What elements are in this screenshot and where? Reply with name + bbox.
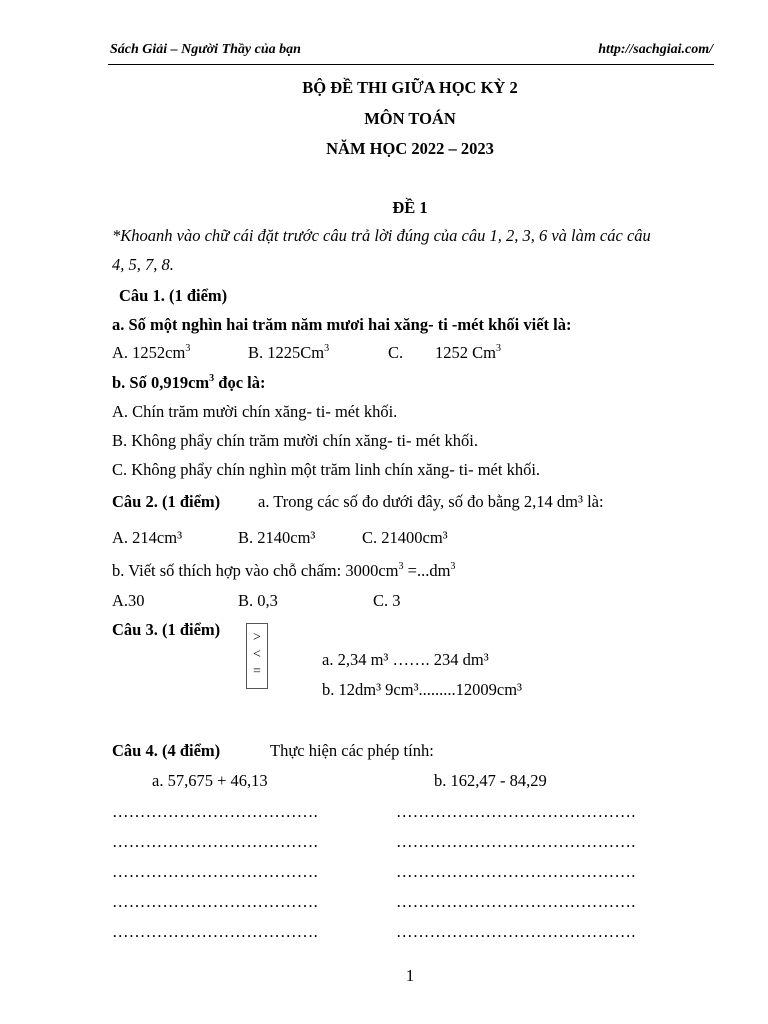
answer-dots-right[interactable]: ……………………………………. <box>396 862 636 881</box>
answer-dots-right[interactable]: ……………………………………. <box>396 922 636 941</box>
answer-dots-left[interactable]: ………………………………. <box>112 922 319 941</box>
answer-dots-right[interactable]: ……………………………………. <box>396 892 636 911</box>
answer-dots-right[interactable]: ……………………………………. <box>396 802 636 821</box>
instruction-line-2: 4, 5, 7, 8. <box>112 255 174 274</box>
q3a-comparison: a. 2,34 m³ ……. 234 dm³ <box>322 650 489 669</box>
q1b-option-b: B. Không phẩy chín trăm mười chín xăng- ti- mét khối. <box>112 431 478 450</box>
q2-heading: Câu 2. (1 điểm) <box>112 492 221 511</box>
page-number: 1 <box>405 966 415 985</box>
q2b-option-a: A.30 <box>112 591 145 610</box>
answer-dots-left[interactable]: ………………………………. <box>112 892 319 911</box>
q4-prompt: Thực hiện các phép tính: <box>270 741 434 760</box>
header-url: http://sachgiai.com/ <box>598 42 713 57</box>
q2a-option-b: B. 2140cm³ <box>238 528 316 547</box>
subject-title: MÔN TOÁN <box>364 109 456 128</box>
q1b-option-c: C. Không phẩy chín nghìn một trăm linh chín xăng- ti- mét khối. <box>112 460 541 479</box>
answer-dots-left[interactable]: ………………………………. <box>112 802 319 821</box>
comparison-signs-box <box>246 623 268 689</box>
exam-number: ĐỀ 1 <box>392 198 428 217</box>
q1a-prompt: a. Số một nghìn hai trăm năm mươi hai xăng- ti -mét khối viết là: <box>112 315 572 334</box>
q2a-option-a: A. 214cm³ <box>112 528 183 547</box>
q2a-option-c: C. 21400cm³ <box>362 528 448 547</box>
q3-heading: Câu 3. (1 điểm) <box>112 620 221 639</box>
q1-heading: Câu 1. (1 điểm) <box>119 286 228 305</box>
q4b-expression: b. 162,47 - 84,29 <box>434 771 547 790</box>
q1a-option-a: A. $1252cm^3$ <box>112 342 191 362</box>
q3b-comparison: b. 12dm³ 9cm³.........12009cm³ <box>322 680 522 699</box>
q1b-prompt: b. Số $0,919cm^3$ đọc là: <box>112 372 266 392</box>
greater-than-sign: > <box>253 630 261 645</box>
q2b-prompt: b. Viết số thích hợp vào chỗ chấm: $3000cm^3 =...dm^3$ <box>112 560 456 580</box>
answer-dots-left[interactable]: ………………………………. <box>112 862 319 881</box>
q2b-option-c: C. 3 <box>373 591 401 610</box>
q2b-option-b: B. 0,3 <box>238 591 278 610</box>
instruction-line-1: *Khoanh vào chữ cái đặt trước câu trả lời đúng của câu 1, 2, 3, 6 và làm các câu <box>112 226 651 245</box>
equal-sign: = <box>253 664 261 679</box>
exam-title: BỘ ĐỀ THI GIỮA HỌC KỲ 2 <box>302 78 518 97</box>
header-divider <box>108 64 714 65</box>
answer-dots-left[interactable]: ………………………………. <box>112 832 319 851</box>
header-left-text: Sách Giải – Người Thầy của bạn <box>110 42 301 57</box>
q1a-option-b: B. 1225Cm$^3$ <box>248 342 330 362</box>
q1b-option-a: A. Chín trăm mười chín xăng- ti- mét khối. <box>112 402 398 421</box>
q4a-expression: a. 57,675 + 46,13 <box>152 771 268 790</box>
q4-heading: Câu 4. (4 điểm) <box>112 741 221 760</box>
q1a-option-c-label: C. <box>388 343 404 362</box>
q1a-option-c: 1252 Cm$^3$ <box>435 342 501 362</box>
answer-dots-right[interactable]: ……………………………………. <box>396 832 636 851</box>
q2a-prompt: a. Trong các số đo dưới đây, số đo bằng 2,14 dm³ là: <box>258 492 604 511</box>
less-than-sign: < <box>253 647 261 662</box>
school-year: NĂM HỌC 2022 – 2023 <box>326 139 494 158</box>
